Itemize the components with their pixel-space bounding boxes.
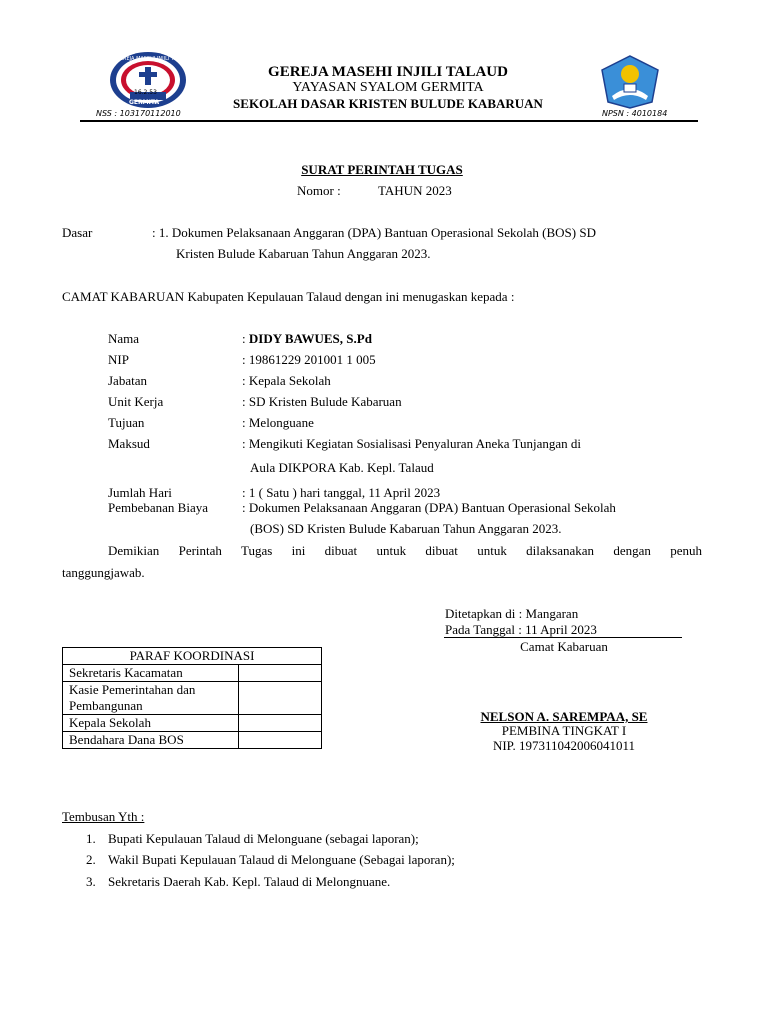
org-name-foundation: YAYASAN SYALOM GERMITA xyxy=(292,80,484,95)
closing-line-1: Demikian Perintah Tugas ini dibuat untuk dibuat untuk dilaksanakan dengan penuh xyxy=(108,543,702,558)
signer-rank: PEMBINA TINGKAT I xyxy=(501,723,627,738)
issued-date: Pada Tanggal : 11 April 2023 xyxy=(445,622,597,637)
nip-value: : 19861229 201001 1 005 xyxy=(242,352,376,367)
coordinator-role-line-2: Pembangunan xyxy=(63,698,239,715)
letter-number-label: Nomor : xyxy=(297,183,341,198)
table-row xyxy=(63,665,322,682)
position-label: Jabatan xyxy=(108,373,147,388)
tut-wuri-handayani-logo xyxy=(598,54,662,110)
days-label: Jumlah Hari xyxy=(108,485,172,500)
name-separator: : xyxy=(242,331,249,346)
assignment-intro: CAMAT KABARUAN Kabupaten Kepulauan Talaud dengan ini menugaskan kepada : xyxy=(62,289,515,304)
germita-logo-banner: GERMITA xyxy=(129,99,160,106)
table-header-row xyxy=(63,648,322,665)
cc-item-number: 1. xyxy=(86,831,96,846)
destination-value: : Melonguane xyxy=(242,415,314,430)
germita-logo-ring-text: GEREJA MASEHI INJILI TALAUD xyxy=(116,56,191,62)
nss-number: NSS : 103170112010 xyxy=(96,109,181,118)
signature-date-underline xyxy=(444,637,682,638)
funding-value-line-1: : Dokumen Pelaksanaan Anggaran (DPA) Bantuan Operasional Sekolah xyxy=(242,500,616,515)
work-unit-label: Unit Kerja xyxy=(108,394,164,409)
initial-cell xyxy=(239,682,322,715)
closing-line-2: tanggungjawab. xyxy=(62,565,145,580)
coordinator-role: Sekretaris Kacamatan xyxy=(63,665,239,682)
basis-label: Dasar xyxy=(62,225,93,240)
issued-place: Ditetapkan di : Mangaran xyxy=(445,606,579,621)
funding-value-line-2: (BOS) SD Kristen Bulude Kabaruan Tahun Anggaran 2023. xyxy=(250,521,562,536)
table-row xyxy=(63,715,322,732)
cc-item: Sekretaris Daerah Kab. Kepl. Talaud di Melongnuane. xyxy=(108,874,391,889)
coordinator-role: Kepala Sekolah xyxy=(63,715,239,732)
coordinator-role xyxy=(63,682,239,699)
nip-label: NIP xyxy=(108,352,129,367)
purpose-value-line-2: Aula DIKPORA Kab. Kepl. Talaud xyxy=(250,460,434,475)
basis-line-2: Kristen Bulude Kabaruan Tahun Anggaran 2023. xyxy=(176,246,431,261)
coordination-initials-table xyxy=(62,647,322,749)
purpose-value-line-1: : Mengikuti Kegiatan Sosialisasi Penyaluran Aneka Tunjangan di xyxy=(242,436,582,451)
cc-item-number: 2. xyxy=(86,852,96,867)
org-name-school: SEKOLAH DASAR KRISTEN BULUDE KABARUAN xyxy=(233,96,543,111)
name-value xyxy=(242,331,372,347)
table-row xyxy=(63,682,322,699)
work-unit-value: : SD Kristen Bulude Kabaruan xyxy=(242,394,402,409)
cc-item: Bupati Kepulauan Talaud di Melonguane (sebagai laporan); xyxy=(108,831,419,846)
cc-item: Wakil Bupati Kepulauan Talaud di Melonguane (Sebagai laporan); xyxy=(108,852,455,867)
signer-name: NELSON A. SAREMPAA, SE xyxy=(480,709,648,724)
letterhead-divider xyxy=(80,120,698,122)
coordinator-role-line-1: Kasie Pemerintahan dan xyxy=(69,682,196,697)
initial-cell xyxy=(239,732,322,749)
cc-title: Tembusan Yth : xyxy=(62,809,145,824)
germita-logo-year: 16.2.53 xyxy=(134,89,157,96)
cc-item-number: 3. xyxy=(86,874,96,889)
initial-cell xyxy=(239,715,322,732)
basis-line-1: : 1. Dokumen Pelaksanaan Anggaran (DPA) Bantuan Operasional Sekolah (BOS) SD xyxy=(152,225,596,240)
table-row xyxy=(63,732,322,749)
days-value: : 1 ( Satu ) hari tanggal, 11 April 2023 xyxy=(242,485,441,500)
assignee-name: DIDY BAWUES, S.Pd xyxy=(248,331,372,346)
funding-label: Pembebanan Biaya xyxy=(108,500,208,515)
purpose-label: Maksud xyxy=(108,436,150,451)
position-value: : Kepala Sekolah xyxy=(242,373,331,388)
signer-position: Camat Kabaruan xyxy=(520,639,608,654)
letter-title: SURAT PERINTAH TUGAS xyxy=(301,162,463,177)
org-name-church: GEREJA MASEHI INJILI TALAUD xyxy=(268,64,508,80)
npsn-number: NPSN : 4010184 xyxy=(602,109,668,118)
signer-nip: NIP. 197311042006041011 xyxy=(492,738,636,753)
name-label: Nama xyxy=(108,331,140,346)
destination-label: Tujuan xyxy=(108,415,145,430)
coordination-header: PARAF KOORDINASI xyxy=(63,648,322,665)
letter-number-value: TAHUN 2023 xyxy=(378,183,452,198)
coordinator-role: Bendahara Dana BOS xyxy=(63,732,239,749)
initial-cell xyxy=(239,665,322,682)
